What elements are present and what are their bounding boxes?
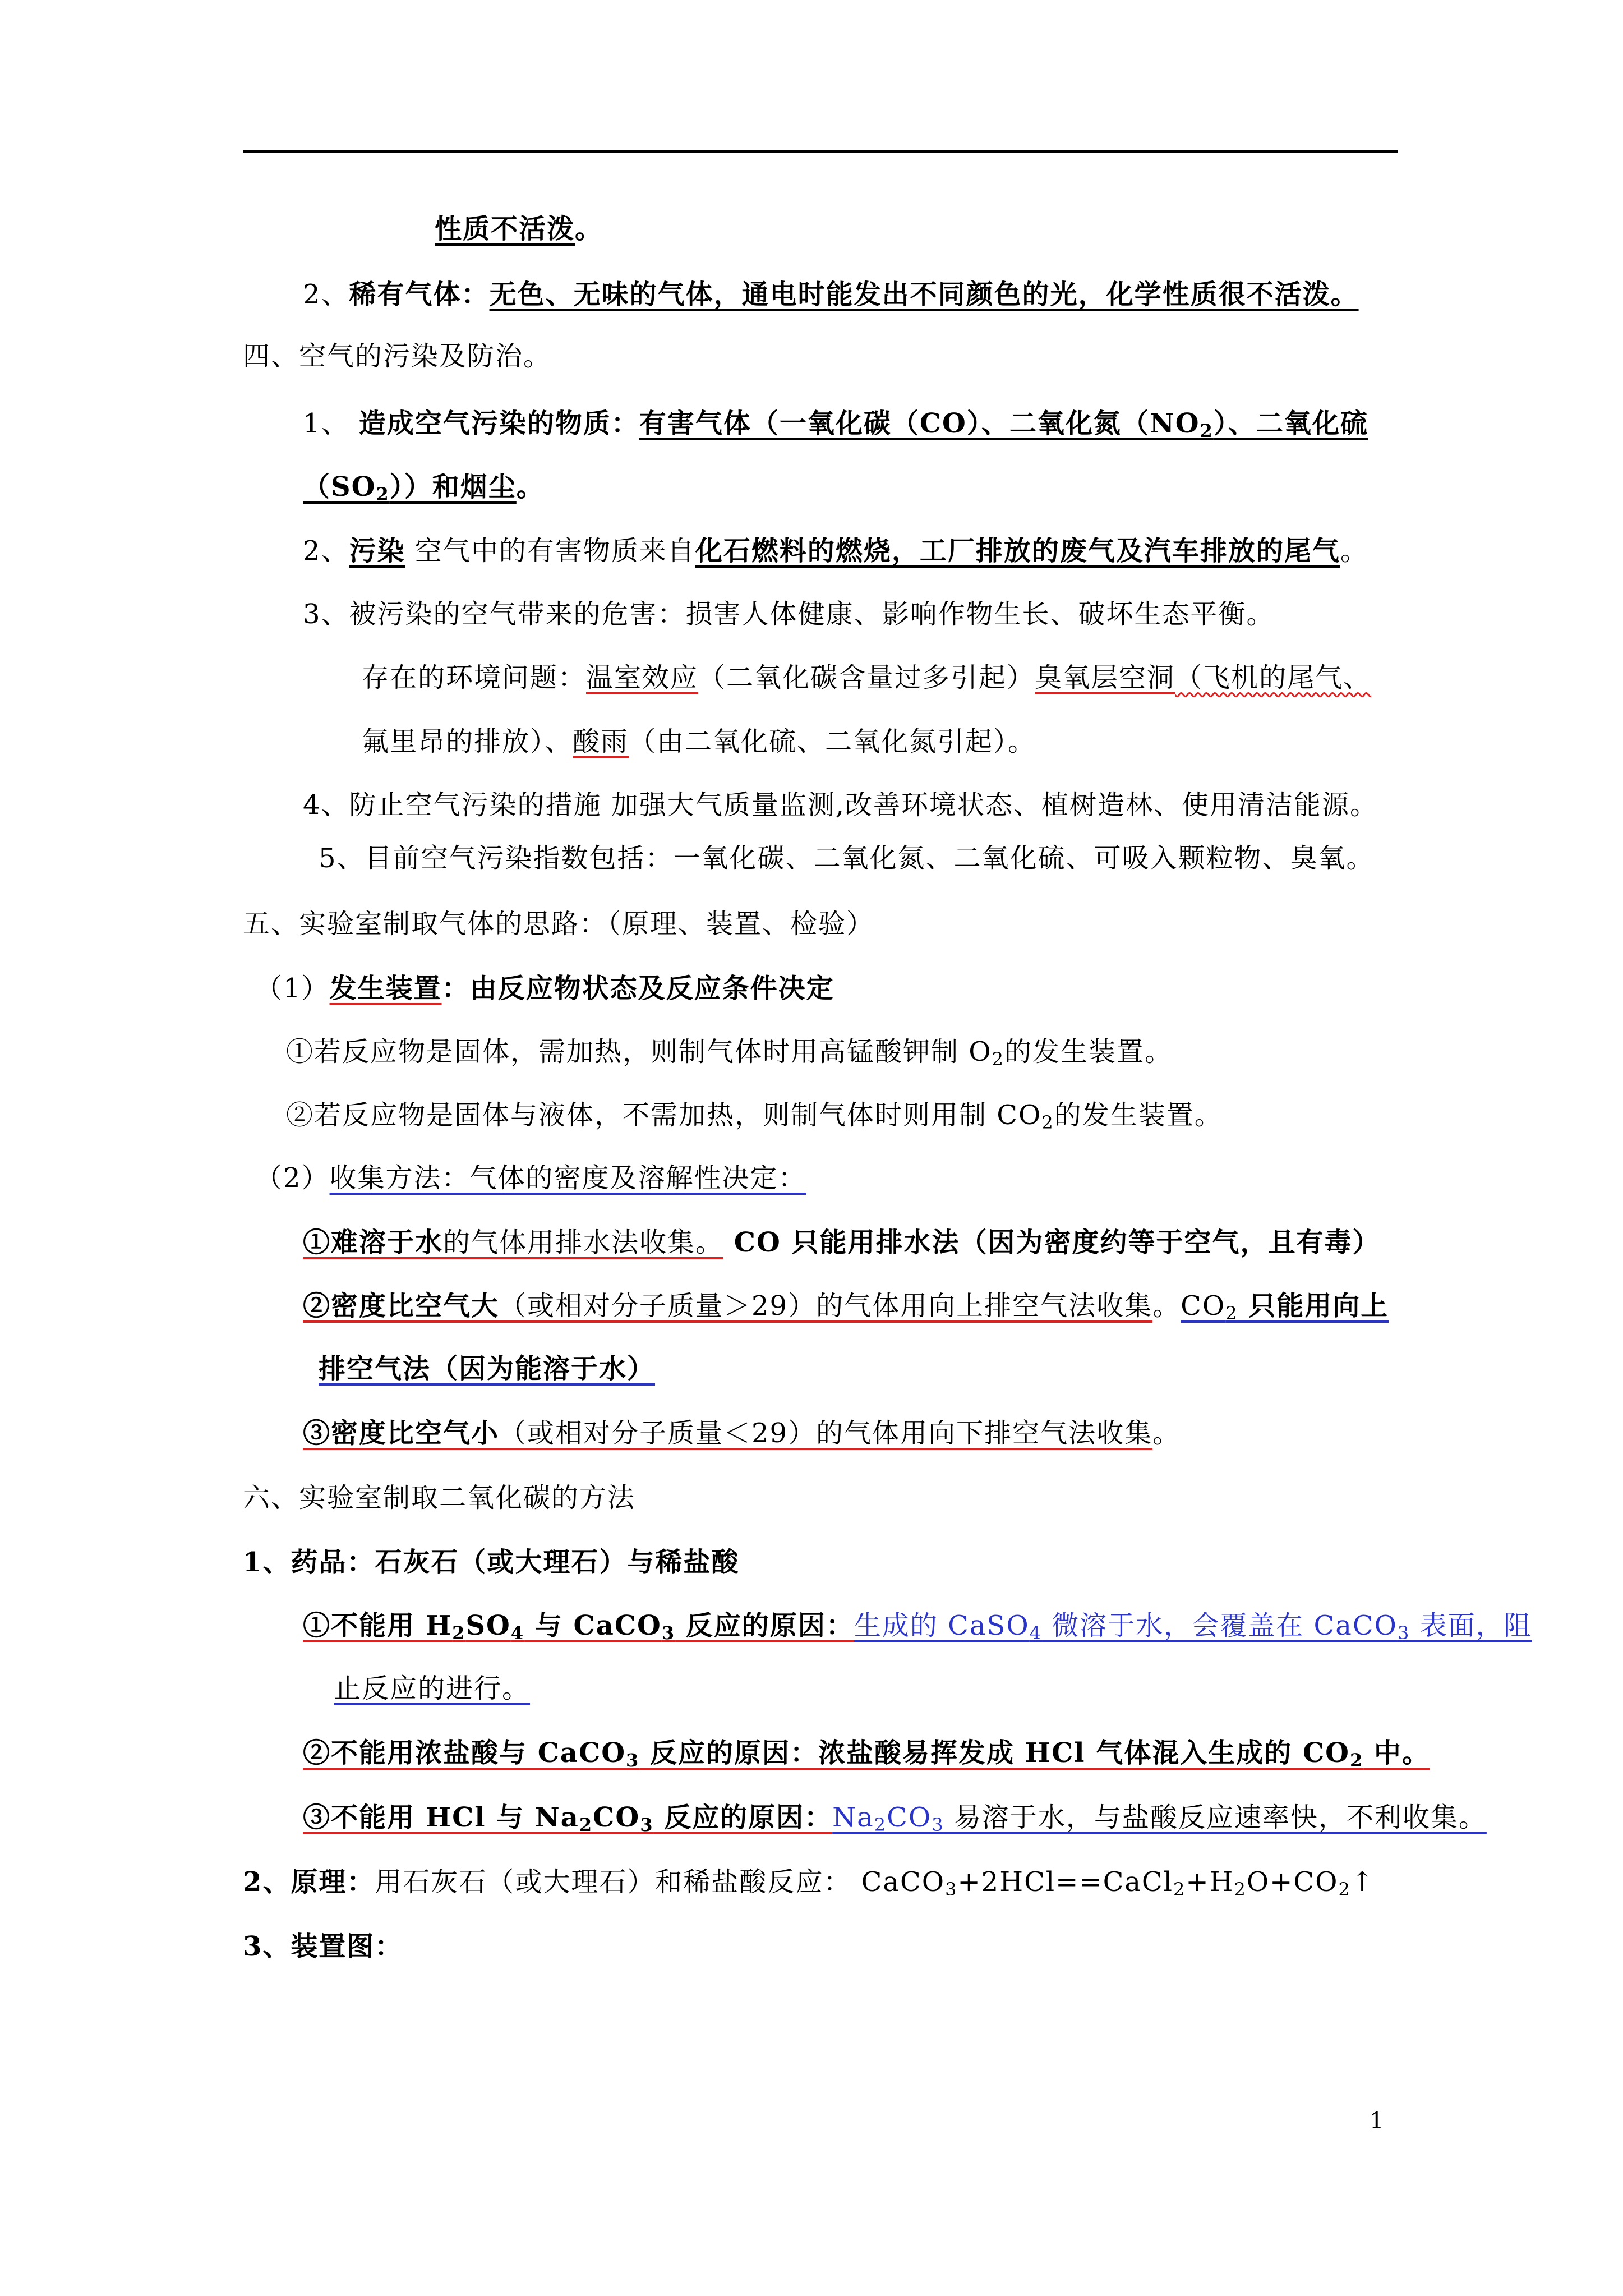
line-no-conc-hcl: ②不能用浓盐酸与 CaCO$_3$ 反应的原因：浓盐酸易挥发成 HCl 气体混入生成的 $CO_2$ 中。 xyxy=(303,1737,1430,1771)
line-apparatus-diagram: 3、装置图： xyxy=(243,1931,403,1962)
line-prevention: 4、防止空气污染的措施 加强大气质量监测,改善环境状态、植树造林、使用清洁能源。 xyxy=(303,789,1378,821)
header-rule xyxy=(243,150,1398,153)
line-pollutants: 1、 造成空气污染的物质：有害气体（一氧化碳（CO）、二氧化氮$(NO_2)$、二氧化硫 xyxy=(303,408,1368,441)
page-number: 1 xyxy=(1370,2108,1384,2134)
line-pollution-source: 2、污染 空气中的有害物质来自化石燃料的燃烧，工厂排放的废气及汽车排放的尾气。 xyxy=(303,535,1368,567)
line-collection-method: （2）收集方法：气体的密度及溶解性决定： xyxy=(255,1162,806,1194)
line-solid-heated: ①若反应物是固体，需加热，则制气体时用高锰酸钾制 $O_2$的发生装置。 xyxy=(286,1036,1173,1070)
line-upward-air: ②密度比空气大（或相对分子质量＞29）的气体用向上排空气法收集。$CO_2$ 只能用向上 xyxy=(303,1290,1389,1324)
line-solid-liquid: ②若反应物是固体与液体，不需加热，则制气体时则用制 $CO_2$的发生装置。 xyxy=(286,1099,1223,1133)
line-generation-apparatus: （1）发生装置：由反应物状态及反应条件决定 xyxy=(255,973,834,1004)
line-reagents: 1、药品：石灰石（或大理石）与稀盐酸 xyxy=(243,1547,740,1578)
line-pollutants-cont: $(SO_2)$）和烟尘。 xyxy=(303,471,545,505)
section-five-heading: 五、实验室制取气体的思路：（原理、装置、检验） xyxy=(243,908,875,940)
section-four-heading: 四、空气的污染及防治。 xyxy=(243,341,552,372)
line-principle: 2、原理：用石灰石（或大理石）和稀盐酸反应： $CaCO_3+2HCl==CaCl_2+H_2O+CO_2↑$ xyxy=(243,1866,1375,1900)
line-rare-gases: 2、稀有气体：无色、无味的气体，通电时能发出不同颜色的光，化学性质很不活泼。 xyxy=(303,279,1359,310)
line-pollution-index: 5、目前空气污染指数包括：一氧化碳、二氧化氮、二氧化硫、可吸入颗粒物、臭氧。 xyxy=(319,843,1375,874)
line-inert-property: 性质不活泼。 xyxy=(435,213,603,245)
line-downward-air: ③密度比空气小（或相对分子质量＜29）的气体用向下排空气法收集。 xyxy=(303,1418,1181,1449)
line-water-displacement: ①难溶于水的气体用排水法收集。 CO 只能用排水法（因为密度约等于空气，且有毒） xyxy=(303,1227,1381,1258)
line-upward-air-cont: 排空气法（因为能溶于水） xyxy=(319,1353,656,1384)
line-no-h2so4: ①不能用 $H_2SO_4$ 与 CaCO$_3$ 反应的原因：生成的 CaSO$_4$ 微溶于水，会覆盖在 CaCO$_3$ 表面，阻 xyxy=(303,1610,1532,1644)
line-env-problems: 存在的环境问题：温室效应（二氧化碳含量过多引起）臭氧层空洞（飞机的尾气、 xyxy=(362,662,1372,693)
line-no-na2co3: ③不能用 HCl 与 $Na_2CO_3$ 反应的原因：$Na_2CO_3$ 易溶于水，与盐酸反应速率快，不利收集。 xyxy=(303,1802,1487,1835)
line-no-h2so4-cont: 止反应的进行。 xyxy=(334,1673,531,1704)
line-env-problems-cont: 氟里昂的排放）、酸雨（由二氧化硫、二氧化氮引起）。 xyxy=(362,726,1036,757)
line-pollution-harm: 3、被污染的空气带来的危害：损害人体健康、影响作物生长、破坏生态平衡。 xyxy=(303,599,1275,630)
section-six-heading: 六、实验室制取二氧化碳的方法 xyxy=(243,1482,636,1513)
